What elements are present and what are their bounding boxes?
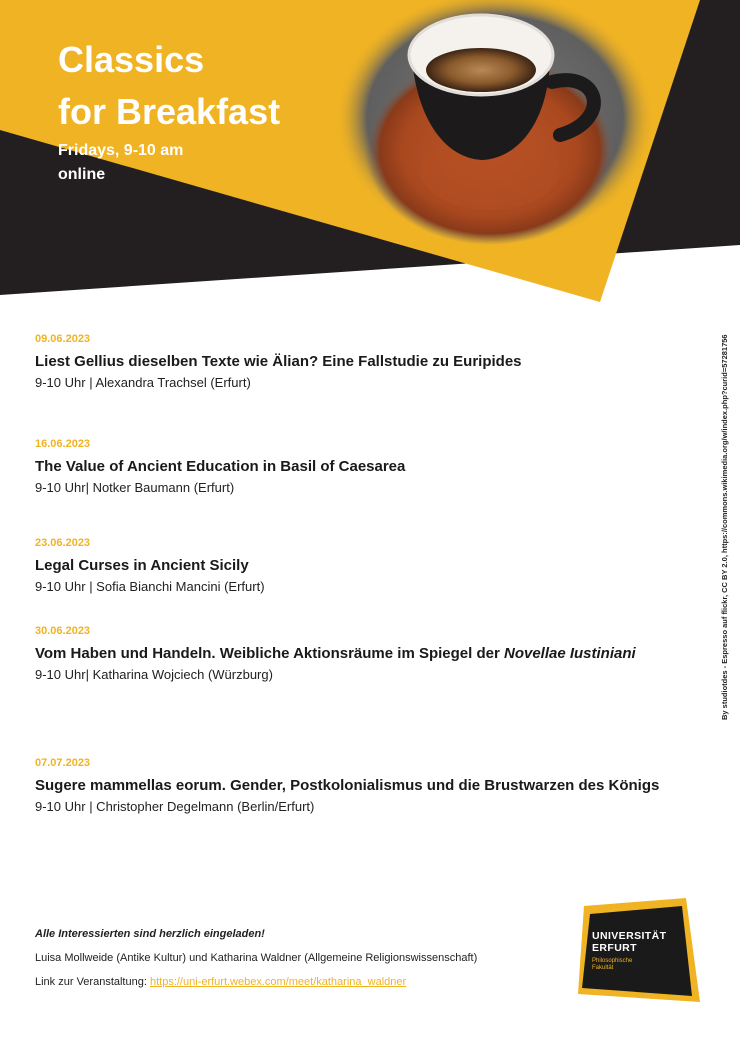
image-credit-text: By studiotdes - Espresso auf flickr, CC BY 2.0, https://commons.wikimedia.org/w/index.php?curid=57281756 xyxy=(720,334,729,720)
logo-line2: ERFURT xyxy=(592,942,637,954)
event-date: 30.06.2023 xyxy=(35,625,91,637)
event-item xyxy=(35,537,715,594)
event-title: Legal Curses in Ancient Sicily xyxy=(35,557,249,574)
event-info: 9-10 Uhr| Katharina Wojciech (Würzburg) xyxy=(35,667,273,682)
image-credit xyxy=(720,260,734,720)
event-title: Liest Gellius dieselben Texte wie Älian? Eine Fallstudie zu Euripides xyxy=(35,353,522,370)
event-item xyxy=(35,625,715,682)
event-item xyxy=(35,333,715,390)
event-title xyxy=(35,643,715,665)
event-date: 07.07.2023 xyxy=(35,757,91,769)
logo-line4: Fakultät xyxy=(592,965,614,971)
event-title-italic: Novellae Iustiniani xyxy=(503,645,636,662)
event-info: 9-10 Uhr| Notker Baumann (Erfurt) xyxy=(35,480,235,495)
event-info: 9-10 Uhr | Sofia Bianchi Mancini (Erfurt) xyxy=(35,579,265,594)
poster-title-line2: for Breakfast xyxy=(58,91,281,132)
schedule-text: Fridays, 9-10 am xyxy=(58,142,184,159)
poster-title-line1: Classics xyxy=(58,39,205,80)
organizers-text: Luisa Mollweide (Antike Kultur) und Katharina Waldner (Allgemeine Religionswissenschaft) xyxy=(35,952,478,964)
event-info: 9-10 Uhr | Alexandra Trachsel (Erfurt) xyxy=(35,375,251,390)
event-title: Sugere mammellas eorum. Gender, Postkolonialismus und die Brustwarzen des Königs xyxy=(35,777,660,794)
event-info: 9-10 Uhr | Christopher Degelmann (Berlin/Erfurt) xyxy=(35,799,315,814)
event-link[interactable]: https://uni-erfurt.webex.com/meet/katharina_waldner xyxy=(149,976,407,988)
event-item xyxy=(35,438,715,495)
event-link-label: Link zur Veranstaltung: xyxy=(35,976,147,988)
event-item xyxy=(35,757,715,814)
event-date: 09.06.2023 xyxy=(35,333,91,345)
logo-line3: Philosophische xyxy=(592,958,633,964)
event-link-line xyxy=(35,976,406,988)
university-logo-text xyxy=(592,930,666,972)
event-title-prefix: Vom Haben und Handeln. Weibliche Aktionsräume im Spiegel der xyxy=(35,645,504,662)
mode-text: online xyxy=(58,166,106,183)
invitation-text: Alle Interessierten sind herzlich eingeladen! xyxy=(35,928,265,940)
event-date: 23.06.2023 xyxy=(35,537,91,549)
logo-line1: UNIVERSITÄT xyxy=(592,930,667,942)
event-title: The Value of Ancient Education in Basil of Caesarea xyxy=(35,458,406,475)
event-date: 16.06.2023 xyxy=(35,438,91,450)
